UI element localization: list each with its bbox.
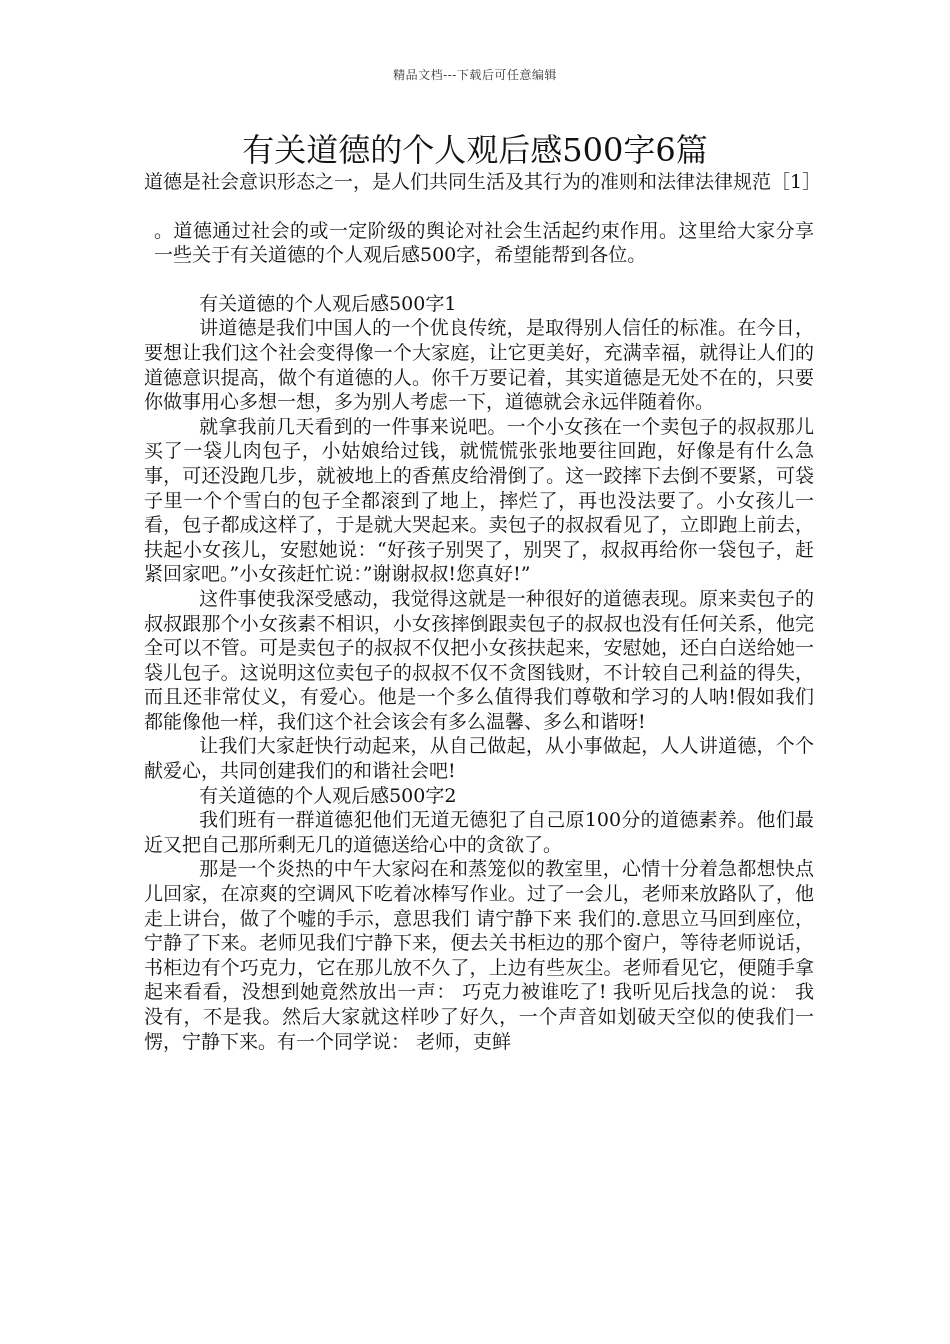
document-title: 有关道德的个人观后感500字6篇: [242, 131, 708, 169]
section-1-paragraph-2: 就拿我前几天看到的一件事来说吧。一个小女孩在一个卖包子的叔叔那儿买了一袋儿肉包子，小姑娘给过钱，就慌慌张张地要往回跑，好像是有什么急事，可还没跑几步，就被地上的香蕉皮给滑倒了。这一跤摔下去倒不要紧，可袋子里一个个雪白的包子全都滚到了地上，摔烂了，再也没法要了。小女孩儿一看，包子都成这样了，于是就大哭起来。卖包子的叔叔看见了，立即跑上前去，扶起小女孩儿，安慰她说：“好孩子别哭了，别哭了，叔叔再给你一袋包子，赶紧回家吧。”小女孩赶忙说：”谢谢叔叔!您真好!”: [144, 415, 814, 586]
intro-paragraph-1: 道德是社会意识形态之一，是人们共同生活及其行为的准则和法律法律规范［1］: [144, 171, 822, 193]
section-1-paragraph-3: 这件事使我深受感动，我觉得这就是一种很好的道德表现。原来卖包子的叔叔跟那个小女孩素不相识，小女孩摔倒跟卖包子的叔叔也没有任何关系，他完全可以不管。可是卖包子的叔叔不仅把小女孩扶起来，安慰她，还白白送给她一袋儿包子。这说明这位卖包子的叔叔不仅不贪图钱财，不计较自己利益的得失，而且还非常仗义，有爱心。他是一个多么值得我们尊敬和学习的人呐!假如我们都能像他一样，我们这个社会该会有多么温馨、多么和谐呀!: [144, 587, 814, 733]
section-2-paragraph-2: 那是一个炎热的中午大家闷在和蒸笼似的教室里，心情十分着急都想快点儿回家，在凉爽的空调风下吃着冰棒写作业。过了一会儿，老师来放路队了，他走上讲台，做了个嘘的手示，意思我们 请宁静下来 我们的.意思立马回到座位，宁静了下来。老师见我们宁静下来，便去关书柜边的那个窗户，等待老师说话，书柜边有个巧克力，它在那儿放不久了，上边有些灰尘。老师看见它，便随手拿起来看看，没想到她竟然放出一声： 巧克力被谁吃了! 我听见后找急的说： 我没有，不是我。然后大家就这样吵了好久，一个声音如划破天空似的使我们一愣，宁静下来。有一个同学说： 老师，吏鲜: [144, 858, 814, 1053]
section-2-heading: 有关道德的个人观后感500字2: [199, 784, 457, 807]
section-1-paragraph-4: 让我们大家赶快行动起来，从自己做起，从小事做起，人人讲道德，个个献爱心，共同创建我们的和谐社会吧!: [144, 735, 814, 783]
section-2-paragraph-1: 我们班有一群道德犯他们无道无德犯了自己原100分的道德素养。他们最近又把自己那所剩无几的道德送给心中的贪欲了。: [144, 809, 814, 856]
section-1-paragraph-1: 讲道德是我们中国人的一个优良传统，是取得别人信任的标准。在今日，要想让我们这个社会变得像一个大家庭，让它更美好，充满幸福，就得让人们的道德意识提高，做个有道德的人。你千万要记着，其实道德是无处不在的，只要你做事用心多想一想，多为别人考虑一下，道德就会永远伴随着你。: [144, 317, 814, 414]
section-1-heading: 有关道德的个人观后感500字1: [199, 292, 457, 315]
intro-paragraph-2: 。道德通过社会的或一定阶级的舆论对社会生活起约束作用。这里给大家分享一些关于有关道德的个人观后感500字，希望能帮到各位。: [154, 219, 814, 267]
document-body: [144, 170, 822, 1054]
page-header-note: 精品文档---下载后可任意编辑: [393, 68, 557, 82]
